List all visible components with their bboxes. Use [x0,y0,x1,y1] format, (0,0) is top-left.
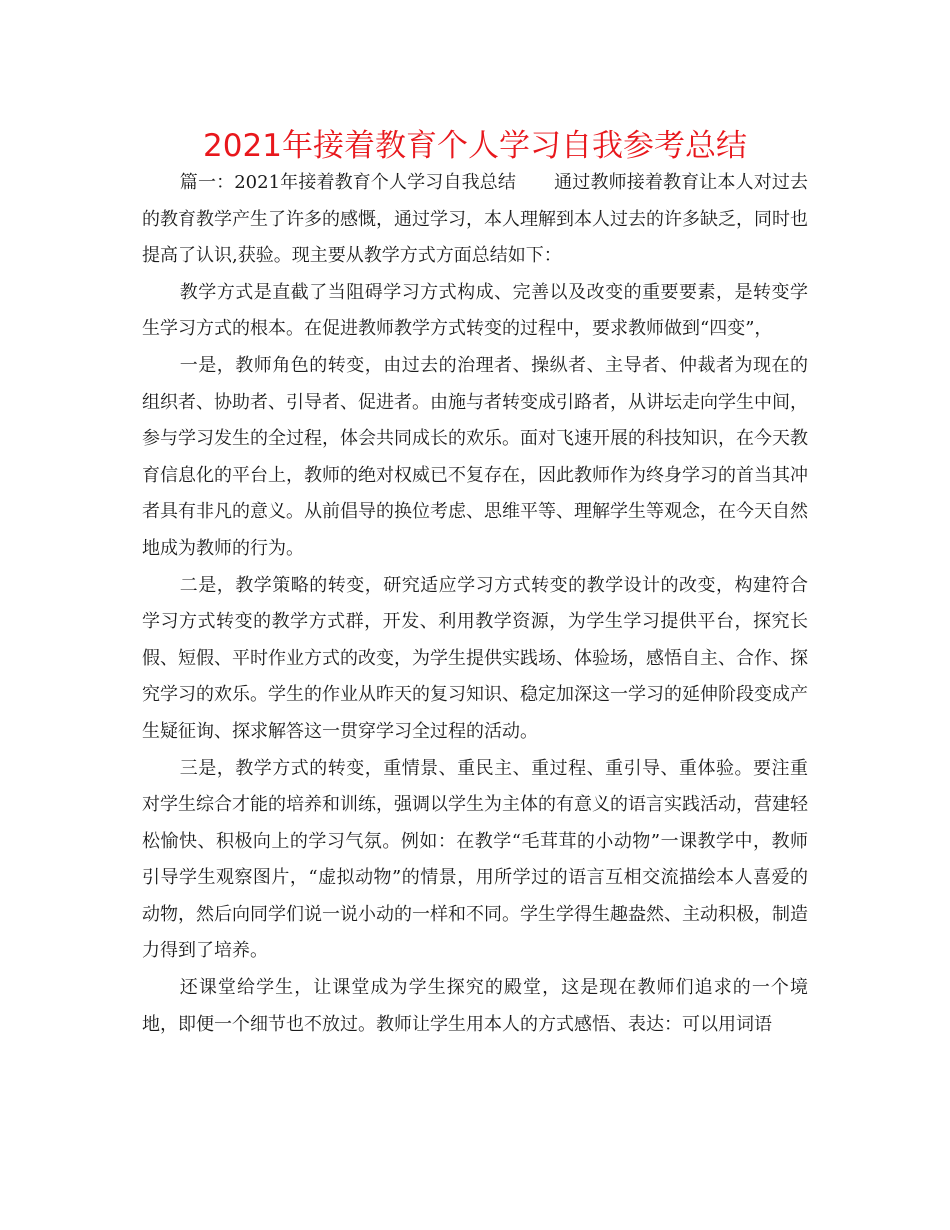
paragraph-teaching-method: 教学方式是直截了当阻碍学习方式构成、完善以及改变的重要要素，是转变学生学习方式的根本。在促进教师教学方式转变的过程中，要求教师做到“四变”， [142,281,808,340]
paragraph-classroom: 还课堂给学生，让课堂成为学生探究的殿堂，这是现在教师们追求的一个境地，即便一个细节也不放过。教师让学生用本人的方式感悟、表达：可以用词语 [142,977,808,1035]
intro-paragraph [142,165,808,275]
intro-text: 通过教师接着教育让本人对过去的教育教学产生了许多的感慨，通过学习，本人理解到本人过去的许多缺乏，同时也提高了认识,获验。现主要从教学方式方面总结如下： [142,172,808,267]
document-title: 2021年接着教育个人学习自我参考总结 [203,128,747,164]
paragraph-teaching-strategy: 二是，教学策略的转变，研究适应学习方式转变的教学设计的改变，构建符合学习方式转变的教学方式群，开发、利用教学资源，为学生学习提供平台，探究长假、短假、平时作业方式的改变，为学生提供实践场、体验场，感悟自主、合作、探究学习的欢乐。学生的作业从昨天的复习知识、稳定加深这一学习的延伸阶段变成产生疑征询、探求解答这一贯穿学习全过程的活动。 [142,574,808,742]
paragraph-teacher-role: 一是，教师角色的转变，由过去的治理者、操纵者、主导者、仲裁者为现在的组织者、协助者、引导者、促进者。由施与者转变成引路者，从讲坛走向学生中间，参与学习发生的全过程，体会共同成长的欢乐。面对飞速开展的科技知识，在今天教育信息化的平台上，教师的绝对权威已不复存在，因此教师作为终身学习的首当其冲者具有非凡的意义。从前倡导的换位考虑、思维平等、理解学生等观念，在今天自然地成为教师的行为。 [142,354,808,559]
intro-heading: 篇一：2021年接着教育个人学习自我总结 [179,172,517,193]
paragraph-teaching-style: 三是，教学方式的转变，重情景、重民主、重过程、重引导、重体验。要注重对学生综合才能的培养和训练，强调以学生为主体的有意义的语言实践活动，营建轻松愉快、积极向上的学习气氛。例如：在教学“毛茸茸的小动物”一课教学中，教师引导学生观察图片，“虚拟动物”的情景，用所学过的语言互相交流描绘本人喜爱的动物，然后向同学们说一说小动的一样和不同。学生学得生趣盎然、主动积极，制造力得到了培养。 [142,757,808,962]
document-body [142,165,808,1043]
